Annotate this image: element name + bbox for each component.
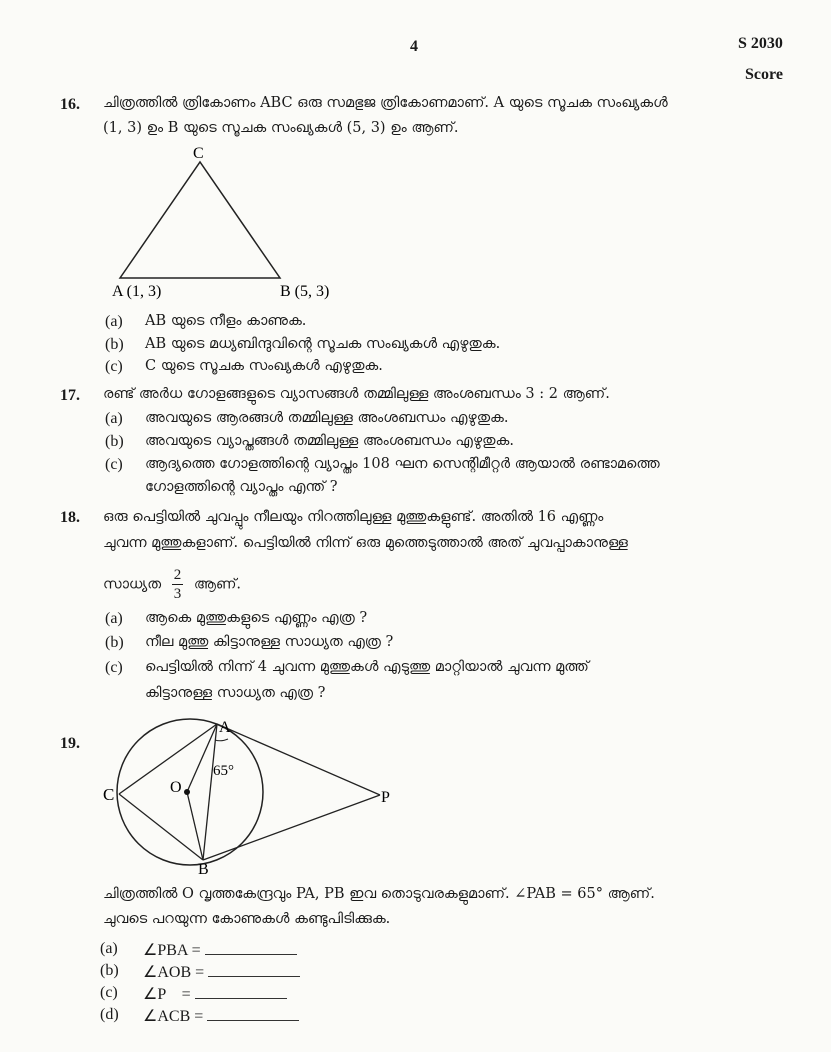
option-text: ആദ്യത്തെ ഗോളത്തിന്റെ വ്യാപ്തം 108 ഘന സെന്റിമീറ്റർ ആയാൽ രണ്ടാമത്തെ — [145, 456, 660, 472]
vertex-c-label: C — [193, 145, 204, 162]
answer-line — [143, 1006, 299, 1026]
vertex-a-label: A (1, 3) — [112, 283, 162, 300]
option-text: AB യുടെ നീളം കാണുക. — [145, 313, 307, 329]
question-18-line-1: ഒരു പെട്ടിയിൽ ചുവപ്പും നീലയും നിറത്തിലുള്ള മുത്തുകളുണ്ട്. അതിൽ 16 എണ്ണം — [103, 509, 604, 525]
option-text: AB യുടെ മധ്യബിന്ദുവിന്റെ സൂചക സംഖ്യകൾ എഴുതുക. — [145, 336, 501, 352]
option-text: ∠ACB = — [143, 1008, 204, 1025]
option-label: (b) — [105, 433, 124, 450]
answer-line — [143, 984, 287, 1004]
option-text: ആകെ മുത്തുകളുടെ എണ്ണം എത്ര ? — [145, 610, 368, 626]
triangle-figure — [100, 140, 350, 305]
option-label: (c) — [100, 984, 118, 1001]
option-text: ∠PBA = — [143, 942, 201, 959]
option-label: (b) — [105, 336, 124, 353]
question-17-number: 17. — [60, 387, 80, 404]
point-p-label: P — [381, 789, 390, 806]
option-text-continued: കിട്ടാനുള്ള സാധ്യത എത്ര ? — [145, 685, 326, 701]
option-text: ∠AOB = — [143, 964, 205, 981]
question-19-number: 19. — [60, 735, 80, 752]
page-number: 4 — [410, 38, 418, 55]
answer-line — [143, 940, 297, 960]
point-b-label: B — [198, 861, 209, 878]
question-16-number: 16. — [60, 96, 80, 113]
option-label: (a) — [105, 610, 123, 627]
question-17-line-1: രണ്ട് അർധ ഗോളങ്ങളുടെ വ്യാസങ്ങൾ തമ്മിലുള്ള അംശബന്ധം 3 : 2 ആണ്. — [103, 386, 610, 402]
circle-tangent-figure — [95, 712, 415, 882]
option-text: ∠P = — [143, 986, 191, 1003]
chord-ab — [203, 724, 217, 860]
point-c-label: C — [103, 785, 115, 804]
option-label: (d) — [100, 1006, 119, 1023]
answer-blank[interactable] — [205, 953, 297, 955]
option-text: നീല മുത്തു കിട്ടാനുള്ള സാധ്യത എത്ര ? — [145, 634, 394, 650]
probability-prefix: സാധ്യത — [103, 576, 162, 593]
option-label: (a) — [100, 940, 118, 957]
question-18-line-3 — [103, 566, 241, 603]
option-label: (b) — [100, 962, 119, 979]
tangent-pa — [217, 724, 380, 795]
tangent-pb — [203, 795, 380, 860]
answer-blank[interactable] — [207, 1019, 299, 1021]
option-label: (c) — [105, 659, 123, 676]
question-16-line-1: ചിത്രത്തിൽ ത്രികോണം ABC ഒരു സമഭുജ ത്രികോണമാണ്. A യുടെ സൂചക സംഖ്യകൾ — [103, 95, 668, 111]
option-label: (c) — [105, 456, 123, 473]
question-18-number: 18. — [60, 509, 80, 526]
point-a-label: A — [219, 719, 231, 736]
angle-label: 65° — [213, 763, 234, 779]
option-label: (a) — [105, 410, 123, 427]
fraction-denominator: 3 — [173, 586, 182, 602]
paper-code: S 2030 — [738, 35, 783, 52]
vertex-b-label: B (5, 3) — [280, 283, 330, 300]
probability-fraction — [172, 566, 184, 603]
center-point — [184, 789, 190, 795]
option-text: പെട്ടിയിൽ നിന്ന് 4 ചുവന്ന മുത്തുകൾ എടുത്തു മാറ്റിയാൽ ചുവന്ന മുത്ത് — [145, 659, 589, 675]
chord-ac — [119, 724, 217, 794]
point-o-label: O — [170, 779, 182, 796]
score-label: Score — [745, 66, 783, 83]
option-label: (b) — [105, 634, 124, 651]
question-16-line-2: (1, 3) ഉം B യുടെ സൂചക സംഖ്യകൾ (5, 3) ഉം ആണ്. — [103, 120, 459, 136]
option-text: അവയുടെ ആരങ്ങൾ തമ്മിലുള്ള അംശബന്ധം എഴുതുക. — [145, 410, 509, 426]
option-text: അവയുടെ വ്യാപ്തങ്ങൾ തമ്മിലുള്ള അംശബന്ധം എഴുതുക. — [145, 433, 514, 449]
option-label: (c) — [105, 358, 123, 375]
answer-blank[interactable] — [195, 997, 287, 999]
option-label: (a) — [105, 313, 123, 330]
option-text-continued: ഗോളത്തിന്റെ വ്യാപ്തം എന്ത് ? — [145, 479, 338, 495]
question-19-line-2: ചുവടെ പറയുന്ന കോണുകൾ കണ്ടുപിടിക്കുക. — [103, 911, 391, 927]
probability-suffix: ആണ്. — [193, 576, 242, 593]
fraction-numerator: 2 — [173, 567, 182, 583]
option-text: C യുടെ സൂചക സംഖ്യകൾ എഴുതുക. — [145, 358, 383, 374]
triangle-abc — [120, 162, 280, 278]
answer-line — [143, 962, 300, 982]
question-18-line-2: ചുവന്ന മുത്തുകളാണ്. പെട്ടിയിൽ നിന്ന് ഒരു മുത്തെടുത്താൽ അത് ചുവപ്പാകാനുള്ള — [103, 535, 628, 551]
question-19-line-1: ചിത്രത്തിൽ O വൃത്തകേന്ദ്രവും PA, PB ഇവ തൊടുവരകളുമാണ്. ∠PAB = 65° ആണ്. — [103, 886, 655, 902]
answer-blank[interactable] — [208, 975, 300, 977]
angle-arc — [215, 739, 228, 741]
